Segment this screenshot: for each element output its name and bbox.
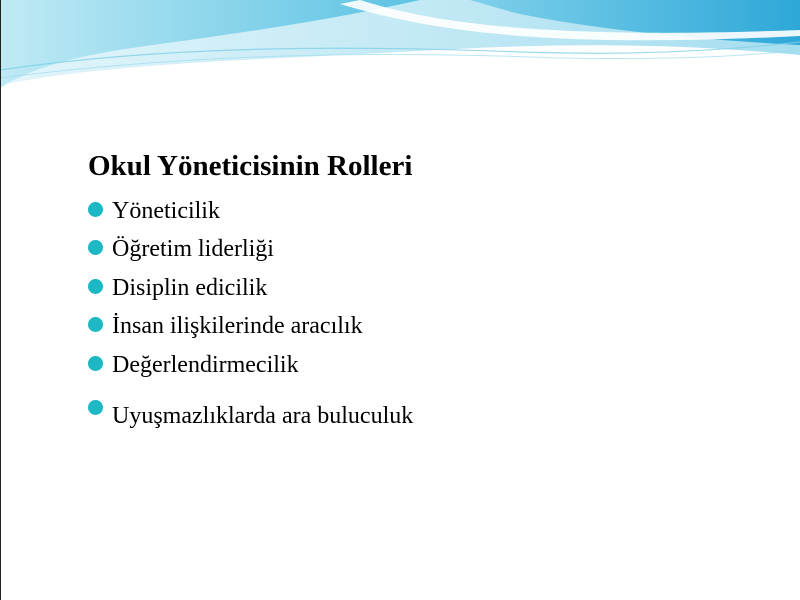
list-item	[88, 192, 413, 231]
list-item-label: Değerlendirmecilik	[112, 351, 299, 378]
list-item	[88, 269, 413, 308]
header-wave-decoration	[0, 0, 800, 100]
list-item	[88, 308, 413, 347]
bullet-dot-icon	[88, 202, 103, 217]
bullet-dot-icon	[88, 279, 103, 294]
bullet-dot-icon	[88, 400, 103, 415]
bullet-dot-icon	[88, 317, 103, 332]
list-item	[88, 231, 413, 270]
list-item-label: Öğretim liderliği	[112, 236, 274, 263]
bullet-list	[88, 192, 413, 430]
list-item	[88, 385, 413, 430]
list-item-label: İnsan ilişkilerinde aracılık	[112, 313, 363, 340]
slide-title: Okul Yöneticisinin Rolleri	[88, 150, 413, 182]
slide-left-border	[0, 0, 1, 600]
list-item	[88, 346, 413, 385]
list-item-label: Uyuşmazlıklarda ara buluculuk	[112, 402, 414, 429]
bullet-dot-icon	[88, 356, 103, 371]
bullet-dot-icon	[88, 240, 103, 255]
list-item-label: Yöneticilik	[112, 197, 220, 224]
list-item-label: Disiplin edicilik	[112, 274, 268, 301]
